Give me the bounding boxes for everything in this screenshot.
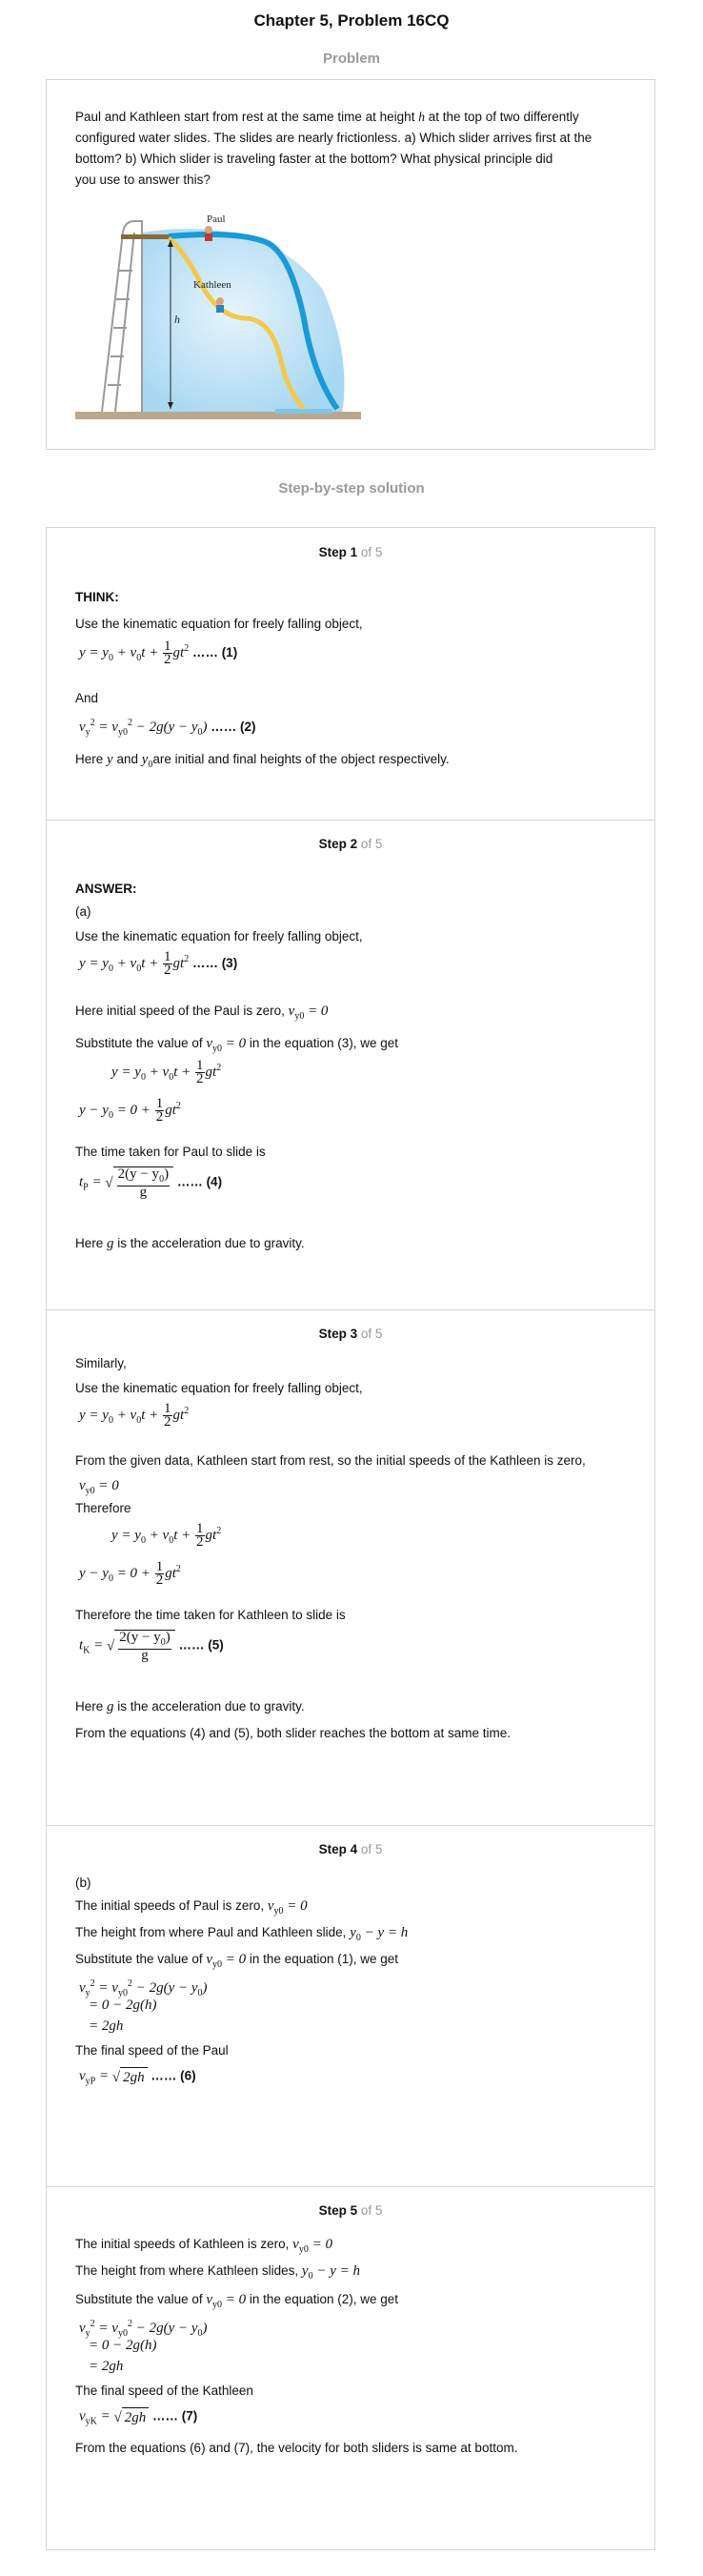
step-3-text-1: Similarly, [75, 1356, 127, 1370]
solution-card [46, 527, 655, 2550]
equation-7: $v_{yK}$ = √ 2gh …… (7) [79, 2408, 198, 2427]
step-3-text-2: Use the kinematic equation for freely falling object, [75, 1381, 363, 1395]
equation-5: $t_K$ = √ $\frac{2(y - y_0)}{g}$ …… (5) [79, 1630, 224, 1663]
height-label: h [174, 313, 180, 326]
equation-5b: = 0 − 2g(h) [89, 2338, 157, 2353]
paul-label: Paul [207, 213, 226, 225]
step-3-note: Here g is the acceleration due to gravity. [75, 1699, 305, 1714]
kathleen-label: Kathleen [193, 279, 231, 291]
step-4-title: Step 4 of 5 [318, 1842, 383, 1856]
step-1-note: Here y and $y_0are$ initial and final heights of the object respectively. [75, 752, 450, 770]
equation-vy0: $v_{y0} = 0$ [79, 1478, 119, 1496]
equation-3c: $y = y_0 + v_0t$ + $\frac{1}{2}$ $gt^2$ [79, 1401, 190, 1430]
step-3-title: Step 3 of 5 [318, 1327, 383, 1341]
step-4 [47, 1825, 654, 2186]
step-4-text-2: The height from where Paul and Kathleen slide, $y_0 - y = h$ [75, 1925, 409, 1943]
problem-card [46, 79, 655, 450]
step-5-text-2: The height from where Kathleen slides, $y_0 - y = h$ [75, 2263, 360, 2282]
step-2-text-3: Substitute the value of $v_{y0} = 0$ in the equation (3), we get [75, 1036, 399, 1054]
step-4-text-4: The final speed of the Paul [75, 2043, 229, 2058]
step-4-text-1: The initial speeds of Paul is zero, $v_{y0} = 0$ [75, 1898, 308, 1917]
sky-backdrop [142, 229, 345, 414]
step-5-text-1: The initial speeds of Kathleen is zero, $v_{y0} = 0$ [75, 2237, 332, 2255]
equation-2: $v_y^2 = v_{y0}^2 - 2g(y - y_0)$ …… (2) [79, 718, 256, 738]
step-1 [47, 528, 654, 820]
equation-3a: $y = y_0 + v_0t$ + $\frac{1}{2}$ $gt^2$ [111, 1058, 222, 1087]
step-2-text-2: Here initial speed of the Paul is zero, $v_{y0} = 0$ [75, 1004, 329, 1022]
part-b-label: (b) [75, 1876, 91, 1890]
equation-6: $v_{yP}$ = √ 2gh …… (6) [79, 2068, 196, 2087]
equation-4: $t_P$ = √ $\frac{2(y - y_0)}{g}$ …… (4) [79, 1166, 223, 1200]
step-3-text-5: Therefore the time taken for Kathleen to slide is [75, 1608, 346, 1622]
page-title: Chapter 5, Problem 16CQ [253, 11, 450, 30]
part-a-label: (a) [75, 904, 91, 919]
step-5 [47, 2186, 654, 2551]
equation-4c: = 2gh [89, 2018, 124, 2034]
problem-statement: Paul and Kathleen start from rest at the same time at height h at the top of two differently configured water slides. The slides are nearly frictionless. a) Which slider arrives first at the bottom? b) Which slider is traveling faster at the bottom? What physical principle did you use to answer this? [75, 110, 593, 187]
splash-pool [275, 409, 332, 414]
step-2 [47, 820, 654, 1309]
step-3-conclusion: From the equations (4) and (5), both slider reaches the bottom at same time. [75, 1726, 511, 1740]
step-5-title: Step 5 of 5 [318, 2203, 383, 2218]
step-5-conclusion: From the equations (6) and (7), the velocity for both sliders is same at bottom. [75, 2441, 518, 2455]
step-1-text: Use the kinematic equation for freely falling object, [75, 617, 363, 631]
step-2-text-1: Use the kinematic equation for freely falling object, [75, 929, 363, 943]
equation-3: $y = y_0 + v_0t$ + $\frac{1}{2}$ $gt^2$ …… (3) [79, 949, 238, 979]
equation-5a: $v_y^2 = v_{y0}^2 - 2g(y - y_0)$ [79, 2319, 208, 2339]
solution-heading: Step-by-step solution [278, 480, 425, 497]
and-text: And [75, 691, 99, 705]
step-5-text-4: The final speed of the Kathleen [75, 2383, 253, 2398]
equation-5c: = 2gh [89, 2359, 124, 2374]
platform [121, 234, 169, 239]
step-1-title: Step 1 of 5 [318, 545, 383, 559]
problem-heading: Problem [322, 51, 380, 67]
step-5-text-3: Substitute the value of $v_{y0} = 0$ in the equation (2), we get [75, 2292, 399, 2310]
equation-3b: $y - y_0 = 0$ + $\frac{1}{2}$ $gt^2$ [79, 1096, 181, 1126]
step-2-text-4: The time taken for Paul to slide is [75, 1145, 266, 1159]
equation-4b: = 0 − 2g(h) [89, 1998, 157, 2013]
ladder [102, 221, 142, 412]
equation-3e: $y - y_0 = 0$ + $\frac{1}{2}$ $gt^2$ [79, 1559, 181, 1589]
equation-3d: $y = y_0 + v_0t$ + $\frac{1}{2}$ $gt^2$ [111, 1521, 222, 1551]
answer-label: ANSWER: [75, 882, 137, 896]
step-3-text-3: From the given data, Kathleen start from rest, so the initial speeds of the Kathleen is zero, [75, 1453, 586, 1468]
equation-1: $y = y_0 + v_0t$ + $\frac{1}{2}$ $gt^2$ …… (1) [79, 639, 238, 668]
think-label: THINK: [75, 590, 119, 604]
equation-4a: $v_y^2 = v_{y0}^2 - 2g(y - y_0)$ [79, 1978, 208, 1998]
step-2-title: Step 2 of 5 [318, 837, 383, 851]
step-3-text-4: Therefore [75, 1501, 131, 1515]
step-2-note: Here g is the acceleration due to gravity. [75, 1236, 305, 1251]
water-slide-figure [75, 213, 361, 428]
step-4-text-3: Substitute the value of $v_{y0} = 0$ in the equation (1), we get [75, 1952, 399, 1970]
step-3 [47, 1309, 654, 1825]
